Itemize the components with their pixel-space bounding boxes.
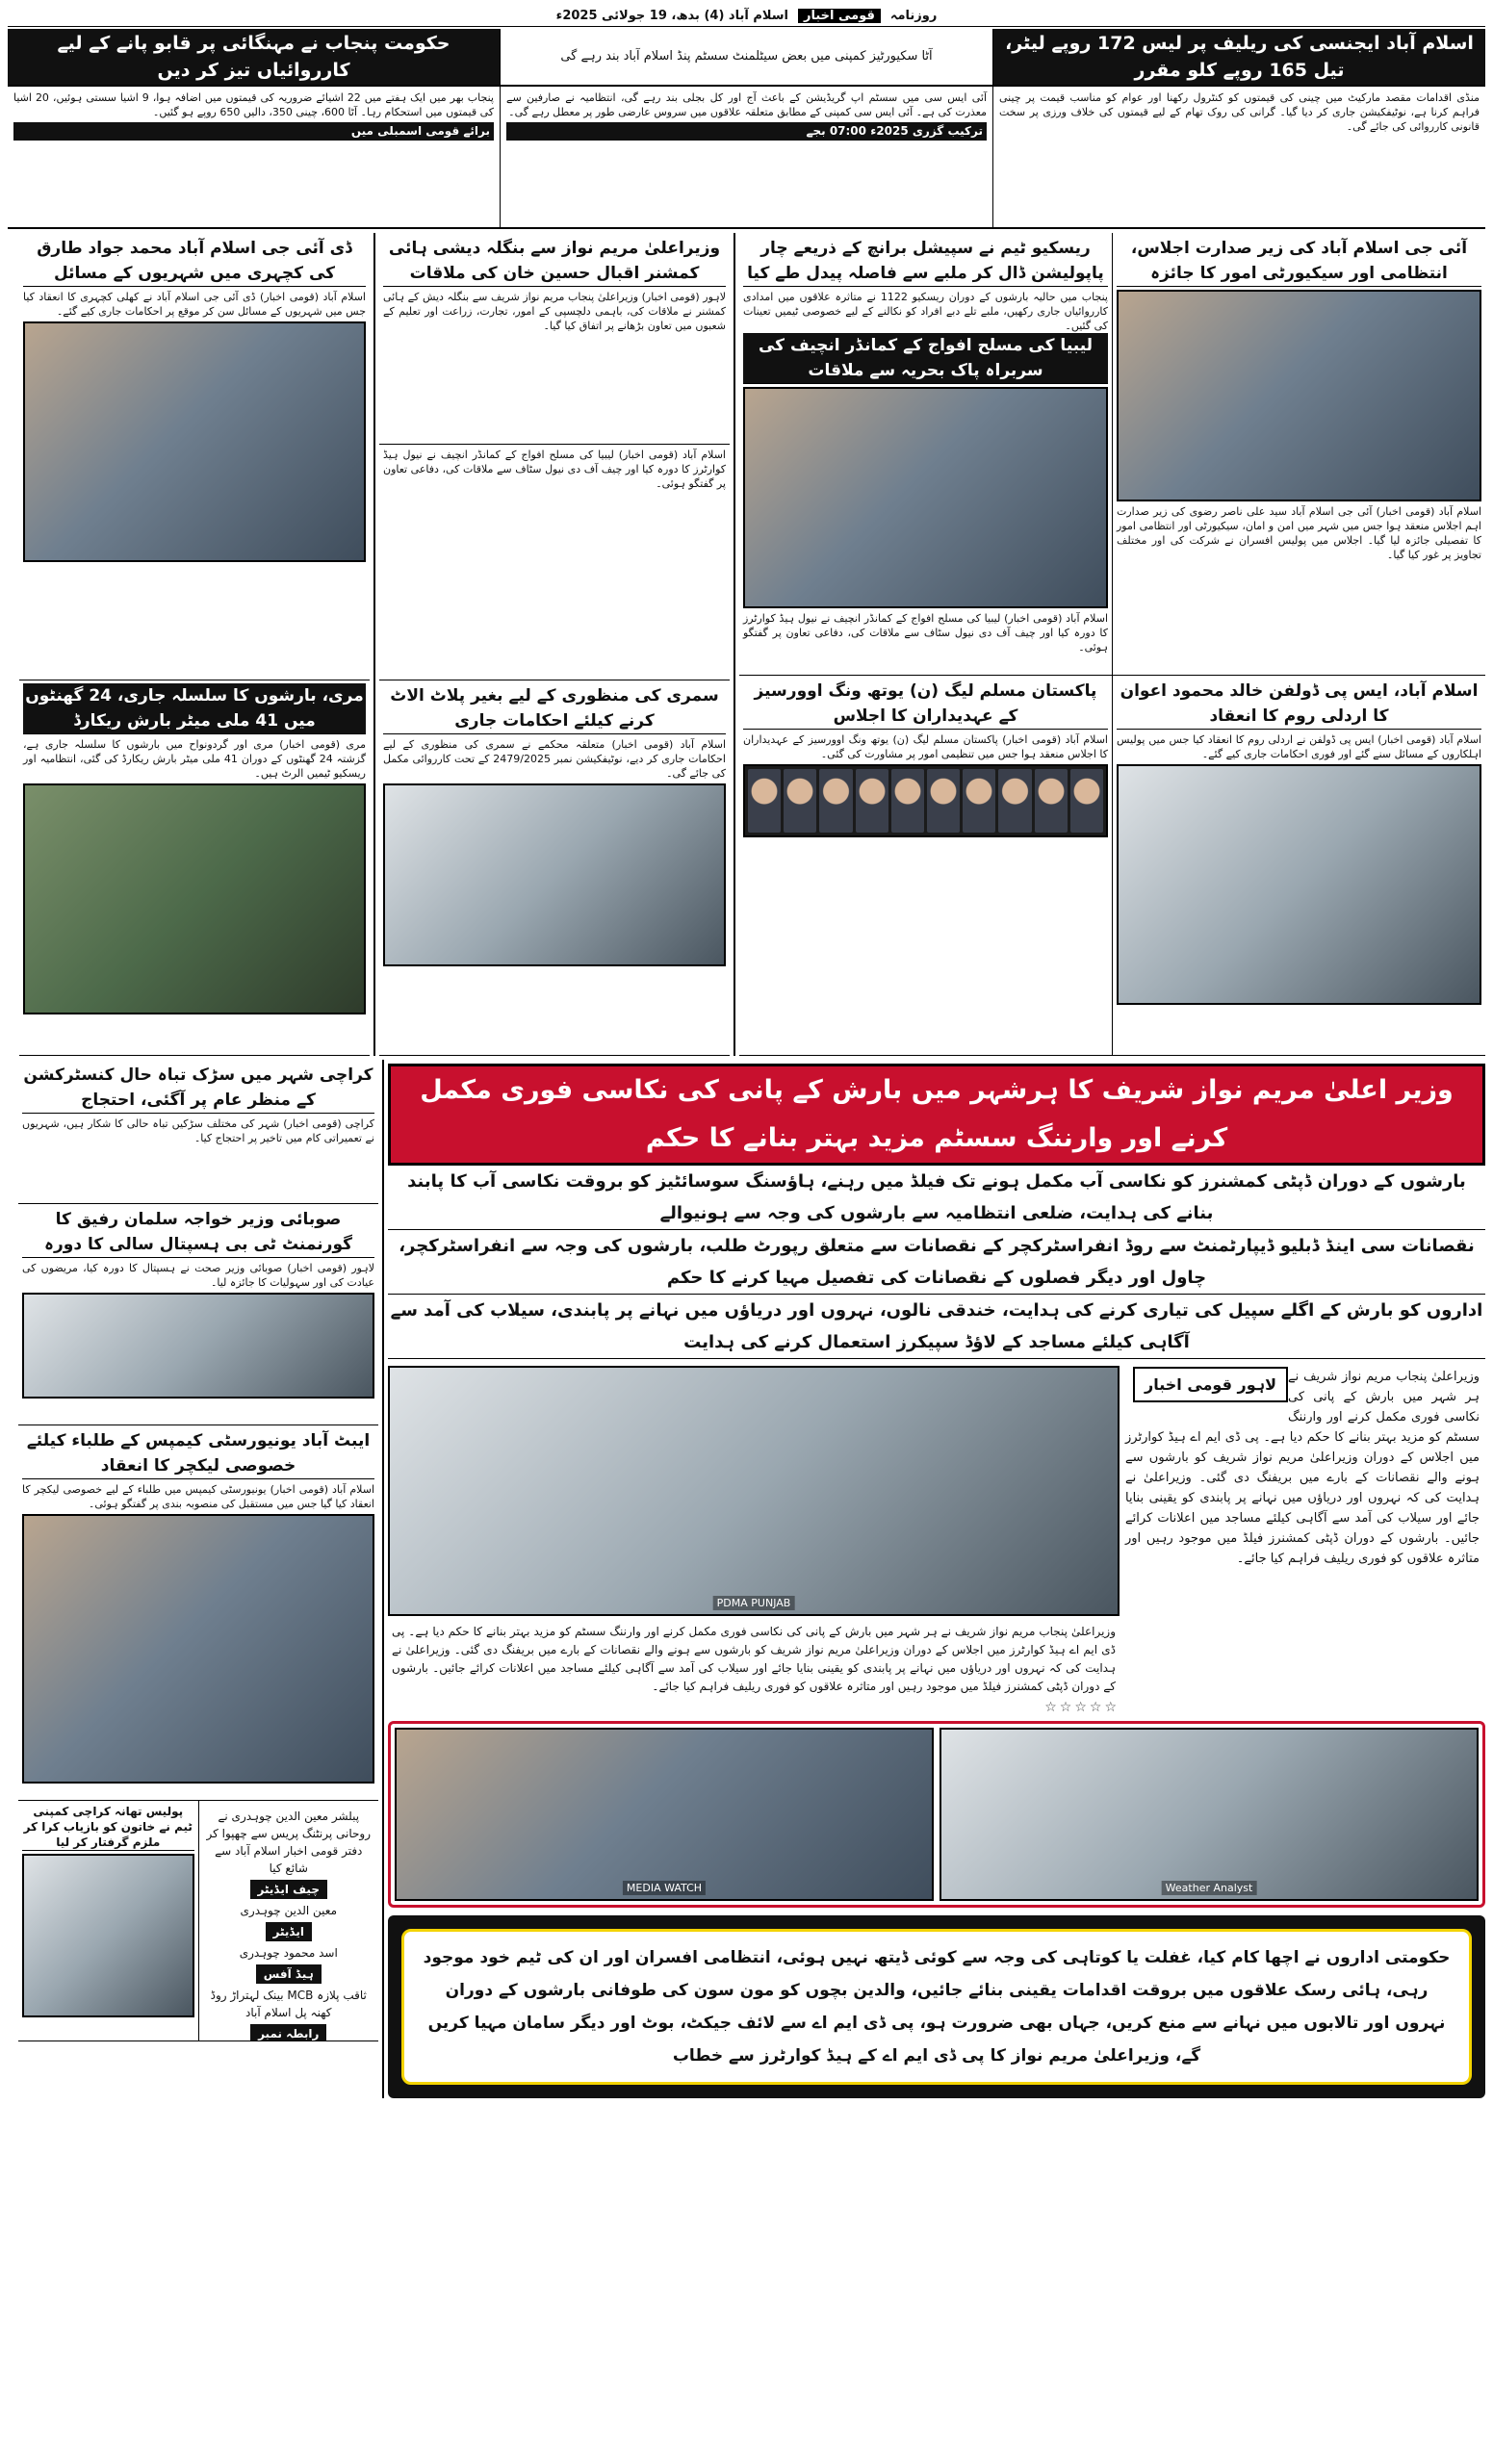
member-photo	[784, 769, 816, 833]
media-watch-photo	[395, 1728, 934, 1901]
masthead-prefix: روزنامہ	[889, 9, 938, 23]
feature-subhead: اداروں کو بارش کے اگلے سپیل کی تیاری کرنے کی ہدایت، خندقی نالوں، نہروں اور دریاؤں میں نہانے پر پابندی، سیلاب کی آمد سے آگاہی کیلئے مساجد کے لاؤڈ سپیکرز استعمال کرنے کی ہدایت	[388, 1295, 1485, 1359]
middle-column	[379, 233, 735, 1056]
lecture-photo	[22, 1514, 374, 1784]
article-body: اسلام آباد (قومی اخبار) لیبیا کی مسلح افواج کے کمانڈر انچیف نے نیول ہیڈ کوارٹرز کا دورہ کیا اور چیف آف دی نیول سٹاف سے ملاقات کی، دفاعی تعاون پر گفتگو ہوئی۔	[383, 449, 726, 490]
article-headline: ریسکیو ٹیم نے سپیشل برانچ کے ذریعے چار پاپولیشن ڈال کر ملبے سے فاصلہ پیدل طے کیا	[743, 236, 1108, 287]
control-room-photo	[940, 1728, 1479, 1901]
sub-column-2	[500, 87, 992, 227]
member-photo	[963, 769, 995, 833]
dateline-tag: لاہور قومی اخبار	[1133, 1367, 1288, 1402]
imprint-row	[18, 1801, 378, 2041]
lower-section	[8, 1060, 1485, 2098]
issue-info: اسلام آباد (4) بدھ، 19 جولائی 2025ء	[555, 9, 788, 23]
article-rescue	[739, 233, 1112, 676]
publisher-line: پبلشر معین الدین چوہدری نے روحانی پرنٹنگ پریس سے چھپوا کر دفتر قومی اخبار اسلام آباد سے شائع کیا	[206, 1810, 371, 1875]
strip: ترکیب گزری 2025ء 07:00 بجے	[506, 122, 987, 141]
imprint-block	[203, 1804, 375, 2041]
article-ssp-visit	[1112, 676, 1485, 1056]
article-headline: پولیس تھانہ کراچی کمپنی ٹیم نے خاتون کو بازیاب کرا کر ملزم گرفتار کر لیا	[23, 1805, 193, 1849]
article-body: اسلام آباد (قومی اخبار) یونیورسٹی کیمپس میں طلباء کے لیے خصوصی لیکچر کا انعقاد کیا گیا جس میں مستقبل کی منصوبہ بندی پر گفتگو ہوئی۔	[22, 1483, 374, 1510]
article-body: اسلام آباد (قومی اخبار) لیبیا کی مسلح افواج کے کمانڈر انچیف نے نیول ہیڈ کوارٹرز کا دورہ کیا اور چیف آف دی نیول سٹاف سے ملاقات کی، دفاعی تعاون پر گفتگو ہوئی۔	[743, 612, 1108, 654]
dig-visit-photo	[23, 321, 366, 562]
article-pmln	[739, 676, 1112, 1056]
row-2	[739, 676, 1485, 1056]
article-headline: لیبیا کی مسلح افواج کے کمانڈر انچیف کی سربراہ پاک بحریہ سے ملاقات	[743, 333, 1108, 384]
lower-left-column	[18, 1060, 384, 2098]
navy-photo	[743, 387, 1108, 608]
feature-subhead: بارشوں کے دوران ڈپٹی کمشنرز کو نکاسی آب مکمل ہونے تک فیلڈ میں رہنے، ہاؤسنگ سوسائٹیز کو بروقت نکاسی آب کا پابند بنانے کی ہدایت، ضلعی انتظامیہ سے بارشوں کی وجہ سے ہونیوالے	[388, 1166, 1485, 1230]
member-photo	[819, 769, 852, 833]
article-headline: پاکستان مسلم لیگ (ن) یوتھ ونگ اوورسیز کے عہدیداران کا اجلاس	[743, 679, 1108, 730]
quote-text: حکومتی اداروں نے اچھا کام کیا، غفلت یا کوتاہی کی وجہ سے کوئی ڈیتھ نہیں ہوئی، انتظامی افسران اور ان کی ٹیم خود موجود رہی، ہائی رسک علاقوں میں بروقت اقدامات یقینی بنائے جائیں، والدین بچوں کو مون سون کی طوفانی بارشوں کے دوران نہروں اور تالابوں میں نہانے سے منع کریں، جہاں بھی ضرورت ہو، پی ڈی ایم اے سے لائف جیکٹ، بوٹ اور دیگر سامان مہیا کریں گے، وزیراعلیٰ مریم نواز کا پی ڈی ایم اے کے ہیڈ کوارٹرز سے خطاب	[401, 1929, 1472, 2085]
article-plots	[379, 680, 730, 1056]
strip: برائے قومی اسمبلی میں	[13, 122, 494, 141]
left-column	[19, 233, 375, 1056]
sub-column-3	[8, 87, 500, 227]
article-body: مری (قومی اخبار) مری اور گردونواح میں بارشوں کا سلسلہ جاری ہے، گزشتہ 24 گھنٹوں کے دوران 41 ملی میٹر بارش ریکارڈ کی گئی، انتظامیہ اور ریسکیو ٹیمیں الرٹ ہیں۔	[23, 738, 366, 780]
article-body: اسلام آباد (قومی اخبار) آئی جی اسلام آباد سید علی ناصر رضوی کی زیر صدارت اہم اجلاس منعقد ہوا جس میں شہر میں امن و امان، سیکیورٹی اور انتظامی امور کا تفصیلی جائزہ لیا گیا۔ اجلاس میں پولیس افسران نے شرکت کی اور مختلف تجاویز پر غور کیا گیا۔	[1117, 505, 1481, 561]
quote-box	[388, 1915, 1485, 2098]
imprint	[198, 1801, 379, 2041]
members-photo-grid	[743, 764, 1108, 837]
police-photo	[22, 1854, 194, 2017]
separator-stars: ☆☆☆☆☆	[1044, 1700, 1120, 1715]
row-1	[739, 233, 1485, 676]
article-headline: ڈی آئی جی اسلام آباد محمد جواد طارق کی کچہری میں شہریوں کے مسائل	[23, 236, 366, 287]
article-body: لاہور (قومی اخبار) صوبائی وزیر صحت نے ہسپتال کا دورہ کیا، مریضوں کی عیادت کی اور سہولیات کا جائزہ لیا۔	[22, 1262, 374, 1289]
sub-text: آئی ایس سی میں سسٹم اپ گریڈیشن کے باعث آج اور کل بجلی بند رہے گی، انتظامیہ نے صارفین سے معذرت کی ہے۔ آئی ایس سی کمپنی کے مطابق متعلقہ علاقوں میں سروس عارضی طور پر معطل رہے گی۔	[506, 91, 987, 118]
sub-columns	[8, 87, 1485, 229]
feature-column	[388, 1060, 1485, 2098]
photo-caption: Weather Analyst	[1162, 1881, 1257, 1895]
article-body: اسلام آباد (قومی اخبار) ایس پی ڈولفن نے اردلی روم کا انعقاد کیا جس میں پولیس اہلکاروں کے مسائل سنے گئے اور فوری احکامات جاری کیے گئے۔	[1117, 733, 1481, 760]
feature-body	[388, 1363, 1485, 1715]
headline-price: اسلام آباد ایجنسی کی ریلیف پر لیس 172 روپے لیٹر، تیل 165 روپے کلو مقرر	[992, 29, 1485, 85]
feature-paragraph: وزیراعلیٰ پنجاب مریم نواز شریف نے ہر شہر میں بارش کے پانی کی نکاسی فوری مکمل کرنے اور وارننگ سسٹم کو مزید بہتر بنانے کا حکم دیا ہے۔ پی ڈی ایم اے ہیڈ کوارٹرز میں اجلاس کے دوران وزیراعلیٰ مریم نواز شریف کو بارشوں سے ہونے والے نقصانات کے بارے میں بریفنگ دی گئی۔ وزیراعلیٰ نے ہدایت کی کہ نہروں اور دریاؤں میں نہانے پر پابندی کو یقینی بنایا جائے اور سیلاب کی آمد سے آگاہی کیلئے مساجد میں اعلانات کرائے جائیں۔ بارشوں کے دوران ڈپٹی کمشنرز فیلڈ میں موجود رہیں اور متاثرہ علاقوں کو فوری ریلیف فراہم کیا جائے۔	[1125, 1370, 1480, 1566]
sub-text: پنجاب بھر میں ایک ہفتے میں 22 اشیائے ضروریہ کی قیمتوں میں اضافہ ہوا، 9 اشیا سستی ہوئیں، 20 اشیا کی قیمتوں میں استحکام رہا۔ آٹا 600، چینی 350، دالیں 650 روپے ہو گئیں۔	[13, 91, 494, 118]
article-headline: اسلام آباد، ایس پی ڈولفن خالد محمود اعوان کا اردلی روم کا انعقاد	[1117, 679, 1481, 730]
murree-rain-photo	[23, 783, 366, 1014]
ssp-visit-photo	[1117, 764, 1481, 1005]
chief-name: معین الدین چوہدری	[240, 1904, 337, 1917]
article-dig-visit	[19, 233, 370, 680]
article-salman	[18, 1204, 378, 1425]
bottom-photos	[388, 1721, 1485, 1908]
office-label: ہیڈ آفس	[256, 1964, 322, 1984]
member-photo	[927, 769, 960, 833]
article-body: اسلام آباد (قومی اخبار) پاکستان مسلم لیگ (ن) یوتھ ونگ اوورسیز کے عہدیداران کا اجلاس منعقد ہوا جس میں تنظیمی امور پر مشاورت کی گئی۔	[743, 733, 1108, 760]
headline-punjab: حکومت پنجاب نے مہنگائی پر قابو پانے کے لیے کارروائیاں تیز کر دیں	[8, 29, 500, 85]
feature-headline: وزیر اعلیٰ مریم نواز شریف کا ہرشہر میں بارش کے پانی کی نکاسی فوری مکمل کرنے اور وارننگ سسٹم مزید بہتر بنانے کا حکم	[388, 1064, 1485, 1166]
feature-continued: وزیراعلیٰ پنجاب مریم نواز شریف نے ہر شہر میں بارش کے پانی کی نکاسی فوری مکمل کرنے اور وارننگ سسٹم کو مزید بہتر بنانے کا حکم دیا ہے۔ پی ڈی ایم اے ہیڈ کوارٹرز میں اجلاس کے دوران وزیراعلیٰ مریم نواز شریف کو بارشوں سے ہونے والے نقصانات کے بارے میں بریفنگ دی گئی۔ وزیراعلیٰ نے ہدایت کی کہ نہروں اور دریاؤں میں نہانے پر پابندی کو یقینی بنایا جائے اور سیلاب کی آمد سے آگاہی کیلئے مساجد میں اعلانات کرائے جائیں۔ بارشوں کے دوران ڈپٹی کمشنرز فیلڈ میں موجود رہیں اور متاثرہ علاقوں کو فوری ریلیف فراہم کیا جائے۔	[392, 1625, 1116, 1693]
article-murree	[19, 680, 370, 1056]
sub-column-1	[992, 87, 1485, 227]
pdma-meeting-photo	[388, 1366, 1120, 1616]
article-headline: سمری کی منظوری کے لیے بغیر پلاٹ الاٹ کرنے کیلئے احکامات جاری	[383, 683, 726, 734]
article-body: کراچی (قومی اخبار) شہر کی مختلف سڑکیں تباہ حالی کا شکار ہیں، شہریوں نے تعمیراتی کام میں تاخیر پر احتجاج کیا۔	[22, 1117, 374, 1144]
member-photo	[1070, 769, 1103, 833]
member-photo	[748, 769, 781, 833]
article-university	[18, 1425, 378, 1801]
article-headline: صوبائی وزیر خواجہ سلمان رفیق کا گورنمنٹ ٹی بی ہسپتال سالی کا دورہ	[22, 1207, 374, 1258]
editor-label: ایڈیٹر	[266, 1922, 312, 1941]
article-headline: مری، بارشوں کا سلسلہ جاری، 24 گھنٹوں میں 41 ملی میٹر بارش ریکارڈ	[23, 683, 366, 734]
member-photo	[856, 769, 888, 833]
article-body: پنجاب میں حالیہ بارشوں کے دوران ریسکیو 1122 نے متاثرہ علاقوں میں امدادی کارروائیاں جاری رکھیں، ملبے تلے دبے افراد کو نکالنے کے لیے خصوصی ٹیمیں تعینات کی گئیں۔	[743, 291, 1108, 332]
member-photo	[998, 769, 1031, 833]
newspaper-name: قومی اخبار	[798, 9, 881, 23]
article-body: لاہور (قومی اخبار) وزیراعلیٰ پنجاب مریم نواز شریف سے بنگلہ دیش کے ہائی کمشنر نے ملاقات کی، باہمی دلچسپی کے امور، تجارت، زراعت اور تعلیم کے شعبوں میں تعاون بڑھانے پر اتفاق کیا گیا۔	[383, 291, 726, 332]
article-headline: کراچی شہر میں سڑک تباہ حال کنسٹرکشن کے منظر عام پر آگئی، احتجاج	[22, 1063, 374, 1114]
article-headline: آئی جی اسلام آباد کی زیر صدارت اجلاس، انتظامی اور سیکیورٹی امور کا جائزہ	[1117, 236, 1481, 287]
article-body: اسلام آباد (قومی اخبار) ڈی آئی جی اسلام آباد نے کھلی کچہری کا انعقاد کیا جس میں شہریوں کے مسائل سن کر موقع پر احکامات جاری کیے گئے۔	[23, 291, 366, 318]
article-ig-meeting	[1112, 233, 1485, 676]
masthead	[8, 6, 1485, 27]
feature-subhead: نقصانات سی اینڈ ڈبلیو ڈیپارٹمنٹ سے روڈ انفراسٹرکچر کے نقصانات سے متعلق رپورٹ طلب، بارشوں کی وجہ سے انفراسٹرکچر، چاول اور دیگر فصلوں کے نقصانات کی تفصیل مہیا کرنے کا حکم	[388, 1230, 1485, 1295]
member-photo	[1035, 769, 1068, 833]
chief-label: چیف ایڈیٹر	[250, 1880, 327, 1899]
hospital-visit-photo	[22, 1293, 374, 1399]
photo-caption: PDMA PUNJAB	[713, 1596, 795, 1610]
article-navy-side	[379, 445, 730, 680]
article-headline: وزیراعلیٰ مریم نواز سے بنگلہ دیشی ہائی کمشنر اقبال حسین خان کی ملاقات	[383, 236, 726, 287]
right-column	[739, 233, 1485, 1056]
contact-label: رابطہ نمبر	[250, 2024, 326, 2041]
article-cm-meeting	[379, 233, 730, 445]
plots-photo	[383, 783, 726, 966]
headline-isc: آٹا سکیورٹیز کمپنی میں بعض سیٹلمنٹ سسٹم پنڈ اسلام آباد بند رہے گی	[500, 29, 992, 85]
sub-text: منڈی اقدامات مقصد مارکیٹ میں چینی کی قیمتوں کو کنٹرول رکھنا اور عوام کو مناسب قیمت پر چینی فراہم کرنا ہے، نوٹیفکیشن جاری کر دیا گیا۔ گرانی کی روک تھام کے لیے قیمتوں کی خلاف ورزی پر سخت قانونی کارروائی کی جائے گی۔	[999, 91, 1480, 133]
feature-text	[1120, 1363, 1485, 1715]
article-police-rescue	[18, 1801, 198, 2041]
office-address: ثاقب پلازہ MCB بینک لہتراڑ روڈ کھنہ پل اسلام آباد	[210, 1989, 367, 2019]
top-headlines	[8, 29, 1485, 87]
article-headline: ایبٹ آباد یونیورسٹی کیمپس کے طلباء کیلئے خصوصی لیکچر کا انعقاد	[22, 1428, 374, 1479]
article-karachi	[18, 1060, 378, 1204]
ig-meeting-photo	[1117, 290, 1481, 501]
photo-caption: MEDIA WATCH	[623, 1881, 706, 1895]
editor-name: اسد محمود چوہدری	[239, 1946, 338, 1960]
feature-media	[388, 1363, 1120, 1715]
article-body: اسلام آباد (قومی اخبار) متعلقہ محکمے نے سمری کی منظوری کے لیے احکامات جاری کر دیے، نوٹیفکیشن نمبر 2479/2025 کے تحت کارروائی مکمل کی جائے گی۔	[383, 738, 726, 780]
member-photo	[891, 769, 924, 833]
main-section	[8, 233, 1485, 1056]
feature-story	[388, 1064, 1485, 2098]
